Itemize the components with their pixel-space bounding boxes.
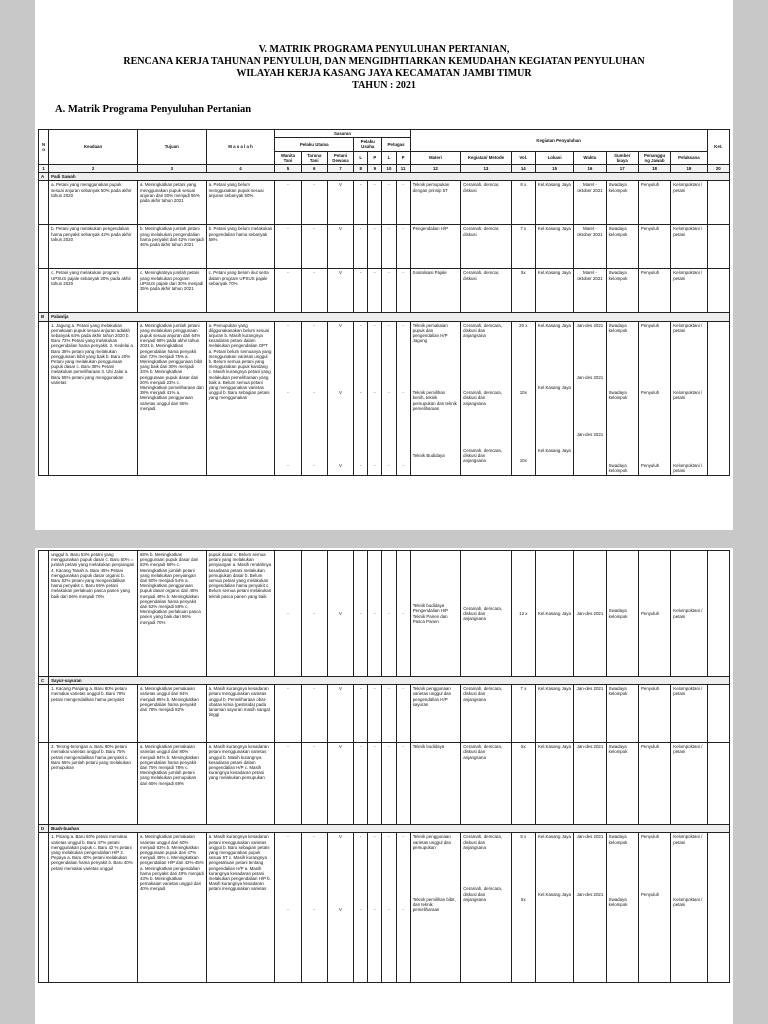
cell-pelaksana: Kelompoktani / petani — [673, 322, 703, 333]
cell-keadaan: 1. Kacang Panjang a. Baru 80% petani memakai varietas unggul b. Baru 78% petani mengendalikan hama penyakit — [49, 685, 138, 743]
cell-penanggung: Penyuluh — [638, 743, 670, 825]
cell-l-usaha: - — [354, 269, 368, 313]
table-row: 1. Jagung a. Petani yang melakukan pemakaian pupuk sesuai anjuran adalah sebanyak 64% pada akhir tahun 2020 b. Baru 72% Petani yang melakukan pengendalian hama penyakit. 2. Kedelai a. Baru 38% petani yang melakukan penggunaan bibit yang baik b. Baru 20% Petani yang melakukan penggunaan pupuk dasar c. Baru 38% Petani melakukan pemeliharaan 3. Ubi Jalar a. Baru 65% petani yang menggunakan varietas a. Meningkatkan jumlah petani yang melakukan penggunaan pupuk sesuai anjuran dari 64% menjadi 68% pada akhir tahun 2021 b. Meningkatkan pengendalian hama penyakit dari 72% menjadi 75% a. Meningkatkan penggunaan bibit yang baik dari 30% menjadi 33% b. Meningkatkan penggunaan pupuk dasar dari 20% menjadi 23% c. Meningkatkan pemeliharaan dari 38% menjadi 41% a. Meningkatkan penggunaan varietas unggul dari 65% menjadi a. Pemupukan yang dilggunakanakan belum sesuai anjuran b. Masih kurangnya kesadaran petani dalam melakukan pengendalian OPT a. Petani belum semuanya yang menggunakan varietas unggul b. Belum semua petani yang menggunakan pupuk kandang c. Masih kurangnya petani yang melakukan pemeliharaan yang baik a. Belum semua petani yang menggunakan varietas unggul b. Baru sebagian petani yang menggunakan - - - - - - V V V - - - - - - - - - - - - Teknik pemakaian pupuk dan pengendalian H/P Jagung Teknik pemilihan benih, teknik pemupukan dan teknik pemeliharaan Teknik Budidaya Ceramah, demcara, diskusi dan anjangsana Ceramah, demcara, diskusi dan anjangsana Ceramah, demcara, diskusi dan anjangsana 20 x 10x 10x Kel.Kasang Jaya Kel.Kasang Jaya Kel.Kasang Jaya Jan-des 2021 Jan-des 2021 Jan-des 2021 Swadaya kelompok Swadaya kelompok Swadaya kelompok Penyuluh Penyuluh Penyuluh Kelompoktani / petani Kelompoktani / petani Kelompoktani / petani — [39, 321, 730, 475]
cell-penanggung: Penyuluh — [638, 551, 670, 677]
cell-metode: Ceramah, demcara, diskusi dan anjangsana — [461, 685, 512, 743]
header-taruna-tani: Taruna Tani — [301, 151, 327, 164]
cell-masalah: a. Masih kurangnya kesadaran petani menggunakan varietas unggul b. Baru sebagian petani yang menggunakan pupuk sesuai 5T c. Masih kurangnya pengetahuan petani tentang pengendalian H/P a. Masih kurangnya kesadaran petani melakukan pengendalian H/P b. Masih kurangnya kesadaran petani menggunakan varietas — [206, 833, 275, 983]
document-page-2 — [35, 548, 733, 1024]
col-num: 10 — [382, 165, 396, 173]
cell-keadaan: c. Petani yang melakukan program UPSUS pajale sebanyak 30% pada akhir tahun 2020 — [49, 269, 138, 313]
header-vol: Vol. — [511, 151, 535, 164]
cell-penanggung: Penyuluh — [638, 685, 670, 743]
header-row-1 — [39, 130, 730, 138]
title-line-4: TAHUN : 2021 — [352, 80, 416, 91]
cell-tujuan: c. Meningkatnya jumlah petani yang melakukan program UPSUS pajale dari 30% menjadi 35% pada akhir tahun 2021 — [137, 269, 206, 313]
group-letter: B — [39, 313, 49, 321]
cell-tujuan: a. Meningkatkan pemakaian varietas unggul dari 60% menjadi 63% b. Meningkatkan penggunaan pupuk dari 47% menjadi 49% c. Meningkatkan pengendalian H/P dari 42%-45% a. Meningkatkan pengendalian hama penyakit dari 40% menjadi 43% b. Meningkatkan pemakaian varietas unggul dari 40% menjadi — [137, 833, 206, 983]
cell-materi: Teknik penggunaan varietas unggul dan pemupukan — [412, 834, 452, 850]
cell-keadaan: unggul b. Baru 53% petani yang menggunakan pupuk dasar c. Baru 50% = jumlah petani yang melakukan penyiangan 4. Kacang Tanah a. Baru 45% Petani menggunakan pupuk dasar organic b. Baru 52% petani yang mengendalikan hama penyakit c. Baru 56% petani melakukan perlakuan pasca panen yang baik dari 56% menjadi 70% — [49, 551, 138, 677]
header-penanggung: Penanggu ng Jawab — [638, 151, 670, 164]
group-row-buah — [39, 825, 730, 833]
cell-sumber: Swadaya kelompok — [608, 896, 628, 908]
cell-lokasi: Kel.Kasang Jaya — [537, 891, 571, 897]
cell-pelaksana: Kelompoktani / petani — [671, 743, 707, 825]
col-num: 12 — [410, 165, 461, 173]
cell-vol: 7 x — [511, 225, 535, 269]
cell-masalah: a. Pemupukan yang dilggunakanakan belum sesuai anjuran b. Masih kurangnya kesadaran petani dalam melakukan pengendalian OPT a. Petani belum semuanya yang menggunakan varietas unggul b. Belum semua petani yang menggunakan pupuk kandang c. Masih kurangnya petani yang melakukan pemeliharaan yang baik a. Belum semua petani yang menggunakan varietas unggul b. Baru sebagian petani yang menggunakan — [206, 321, 275, 475]
cell-vol: 5x — [511, 269, 535, 313]
col-num: 7 — [327, 165, 353, 173]
cell-lokasi: Kel.Kasang Jaya — [535, 551, 573, 677]
col-num: 14 — [511, 165, 535, 173]
cell-waktu: Jan-des 2021 — [574, 551, 606, 677]
column-number-row — [39, 165, 730, 173]
cell-pelaksana: Kelompoktani / petani — [673, 834, 703, 845]
cell-metode: Ceramah, demcara, diskusi dan anjangsana — [461, 743, 512, 825]
cell-lokasi: Kel.Kasang Jaya — [537, 447, 571, 453]
cell-lokasi: Kel.Kasang Jaya — [535, 269, 573, 313]
group-name: Sayur-sayuran — [49, 677, 730, 685]
cell-metode: Ceramah, demcara, diskusi dan anjangsana — [463, 390, 502, 406]
cell-keadaan: b. Petani yang melakukan pengendalian hama penyakit sebanyak 42% pada akhir tahun 2020 — [49, 225, 138, 269]
header-pelaksana: Pelaksana — [671, 151, 707, 164]
cell-lokasi: Kel.Kasang Jaya — [535, 743, 573, 825]
header-pelaku-utama: Pelaku Utama — [275, 138, 354, 151]
cell-pelaksana: Kelompoktani / petani — [673, 896, 703, 908]
cell-sumber: Swadaya kelompok — [606, 181, 638, 225]
cell-materi: Teknik pemakaian pupuk dan pengendalian H/P Jagung — [412, 322, 448, 344]
col-num: 4 — [206, 165, 275, 173]
cell-taruna-tani: - — [301, 225, 327, 269]
cell-p-petugas: - — [396, 269, 410, 313]
col-num: 20 — [707, 165, 729, 173]
cell-waktu: Jan-des 2021 — [576, 431, 604, 437]
cell-penanggung: Penyuluh — [638, 269, 670, 313]
cell-petani-dewasa: V — [327, 225, 353, 269]
header-materi: Materi — [410, 151, 461, 164]
header-ket: Ket. — [707, 130, 729, 165]
header-pelaku-usaha: Pelaku Usaha — [354, 138, 382, 151]
cell-tujuan: a. Meningkatkan pemakaian varietas unggul dari 80% menjadi 84% b. Meningkatkan pengendalian hama penyakit dari 75% menjadi 78% c. Meningkatkan jumlah petani yang melakukan pemupukan dari 65% menjadi 69% — [137, 743, 206, 825]
cell-penanggung: Penyuluh — [638, 225, 670, 269]
cell-lokasi: Kel.Kasang Jaya — [535, 225, 573, 269]
header-sasaran: Sasaran — [275, 130, 410, 138]
cell-taruna-tani: - — [301, 269, 327, 313]
table-row: 1. Kacang Panjang a. Baru 80% petani memakai varietas unggul b. Baru 78% petani mengendalikan hama penyakit a. Meningkatkan pemakaian varietas unggul dari 84% menjadi 85% b. Meningkatkan pengendalian hama penyakit dari 78% menjadi 82% a. Masih kurangnya kesadaran petani menggunakan varietas unggul b. Pemeliharaan obat-obatan kimia (pestisida) pada tanaman sayuran masih sangat tinggi - - V - - - - Teknik penggunaan varietas unggul dan pengendalian H/P sayuran Ceramah, demcara, diskusi dan anjangsana 7 x Kel.Kasang Jaya Jan-des 2021 Swadaya kelompok Penyuluh Kelompoktani / petani — [39, 685, 730, 743]
header-no: N o — [39, 130, 49, 165]
cell-materi: Pengendalian H/P — [410, 225, 461, 269]
cell-metode: Ceramah, demcar, diskusi — [461, 181, 512, 225]
cell-materi: Sosialisasi Pajale — [410, 269, 461, 313]
col-num: 13 — [461, 165, 512, 173]
header-masalah: M a s a l a h — [206, 130, 275, 165]
cell-tujuan: 68% b. Meningkatkan penggunaan pupuk dasar dari 53% menjadi 59% c. Meningkatkan jumlah petani yang melakukan penyiangan dari 50% menjadi 54% a. Meningkatkan penggunaan pupuk dasar organic dari 45% menjadi 48% b. Meningkatkan pengendalian hama penyakit dari 52% menjadi 58% c. Meningkatkan perlakuan pasca panen yang baik dari 56% menjadi 70% — [137, 551, 206, 677]
header-waktu: Waktu — [574, 151, 606, 164]
title-line-2: RENCANA KERJA TAHUNAN PENYULUH, DAN MENGIDHTIARKAN KEMUDAHAN KEGIATAN PENYULUHAN — [123, 56, 645, 67]
cell-tujuan: a. Meningkatkan jumlah petani yang melakukan penggunaan pupuk sesuai anjuran dari 64% menjadi 68% pada akhir tahun 2021 b. Meningkatkan pengendalian hama penyakit dari 72% menjadi 75% a. Meningkatkan penggunaan bibit yang baik dari 30% menjadi 33% b. Meningkatkan penggunaan pupuk dasar dari 20% menjadi 23% c. Meningkatkan pemeliharaan dari 38% menjadi 41% a. Meningkatkan penggunaan varietas unggul dari 65% menjadi — [137, 321, 206, 475]
cell-sumber: Swadaya kelompok — [606, 743, 638, 825]
col-num: 15 — [535, 165, 573, 173]
document-page-1 — [35, 0, 733, 530]
cell-waktu: Maret - oktober 2021 — [574, 269, 606, 313]
cell-metode: Ceramah, demcara, diskusi dan anjangsana — [463, 322, 502, 339]
group-name: Padi Sawah — [49, 173, 730, 181]
header-petugas: Petugas — [382, 138, 410, 151]
cell-metode: Ceramah, demcar, diskusi — [461, 269, 512, 313]
cell-vol: 5x — [521, 896, 526, 902]
cell-metode: Ceramah, demcara, diskusi dan anjangsana — [463, 834, 503, 850]
cell-wanita-tani: - — [275, 269, 301, 313]
cell-pelaksana: Kelompoktani / petani — [671, 181, 707, 225]
group-letter: A — [39, 173, 49, 181]
col-num: 5 — [275, 165, 301, 173]
group-name: Buah-buahan — [49, 825, 730, 833]
cell-masalah: a. Masih kurangnya kesadaran petani menggunakan varietas unggul b. Pemeliharaan obat-obatan kimia (pestisida) pada tanaman sayuran masih sangat tinggi — [206, 685, 275, 743]
col-num: 16 — [574, 165, 606, 173]
cell-waktu: Jan-des 2021 — [576, 834, 604, 840]
table-row — [39, 181, 730, 225]
cell-pelaksana: Kelompoktani / petani — [671, 685, 707, 743]
header-lokasi: Lokasi — [535, 151, 573, 164]
table-row: 2. Terong-terongan a. Baru 80% petani memakai varietas unggul b. Baru 75% petani mengendalikan hama penyakit c. Baru 65% jumlah petani yang melakukan pemupukan a. Meningkatkan pemakaian varietas unggul dari 80% menjadi 84% b. Meningkatkan pengendalian hama penyakit dari 75% menjadi 78% c. Meningkatkan jumlah petani yang melakukan pemupukan dari 65% menjadi 69% a. Masih kurangnya kesadaran petani menggunakan varietas unggul b. Masih kurangnya kesadaran petani dalam pengendalian H/P c. Masih kurangnya kesadaran petani yang melakukan pemupukan - - V - - - - Teknik budidaya Ceramah, demcara, diskusi dan anjangsana 5x Kel.Kasang Jaya Jan-des 2021 Swadaya kelompok Penyuluh Kelompoktani / petani — [39, 743, 730, 825]
cell-sumber: Swadaya kelompok — [606, 225, 638, 269]
matrix-table-page-2 — [38, 550, 730, 983]
cell-waktu: Jan-des 2021 — [576, 322, 604, 328]
cell-keadaan: 1. Pisang a. Baru 60% petani memakai varietas unggul b. Baru 47% petani menggunakan pupuk c. Baru 42 % petani yang melakukan pengendalian H/P 2. Pepaya a. Baru 40% petani melakukan pengendalian hama penyakit b. Baru 40% petani memakai varietas unggul — [49, 833, 138, 983]
table-row: unggul b. Baru 53% petani yang menggunakan pupuk dasar c. Baru 50% = jumlah petani yang melakukan penyiangan 4. Kacang Tanah a. Baru 45% Petani menggunakan pupuk dasar organic b. Baru 52% petani yang mengendalikan hama penyakit c. Baru 56% petani melakukan perlakuan pasca panen yang baik dari 56% menjadi 70% 68% b. Meningkatkan penggunaan pupuk dasar dari 53% menjadi 59% c. Meningkatkan jumlah petani yang melakukan penyiangan dari 50% menjadi 54% a. Meningkatkan penggunaan pupuk dasar organic dari 45% menjadi 48% b. Meningkatkan pengendalian hama penyakit dari 52% menjadi 58% c. Meningkatkan perlakuan pasca panen yang baik dari 56% menjadi 70% pupuk dasar c. Belum semua petani yang melakukan penyiangan a. Masih rendahnya kesadaran petani melakukan pemupukan dasar b. Belum semua petani yang melakukan pengendalian hama penyakit c. Belum semua petani melakukan teknik pasca panen yang baik - - V - - - - Teknik budidaya Pengendalian H/P Teknik Panen dan Pasca Panen Ceramah, demcara, diskusi dan anjangsana 12 x Kel.Kasang Jaya Jan-des 2021 Swadaya kelompok Penyuluh Kelompoktani / petani — [39, 551, 730, 677]
cell-materi: Teknik pemilihan bibit, dan teknik pemeliharaan — [412, 896, 456, 913]
cell-sumber: Swadaya kelompok — [608, 834, 628, 845]
section-heading: A. Matrik Programa Penyuluhan Pertanian — [55, 104, 252, 115]
cell-penanggung: Penyuluh — [640, 390, 660, 396]
table-row — [39, 269, 730, 313]
col-num: 18 — [638, 165, 670, 173]
cell-waktu: Jan-des 2021 — [576, 891, 604, 897]
group-name: Palawija — [49, 313, 730, 321]
cell-pelaksana: Kelompoktani / petani — [671, 551, 707, 677]
col-num: 19 — [671, 165, 707, 173]
title-line-1: V. MATRIK PROGRAMA PENYULUHAN PERTANIAN, — [258, 44, 510, 55]
matrix-table-page-1 — [38, 129, 730, 476]
cell-masalah: a. Masih kurangnya kesadaran petani menggunakan varietas unggul b. Masih kurangnya kesadaran petani dalam pengendalian H/P c. Masih kurangnya kesadaran petani yang melakukan pemupukan — [206, 743, 275, 825]
cell-vol: 10x — [519, 390, 527, 396]
cell-waktu: Jan-des 2021 — [574, 743, 606, 825]
cell-lokasi: Kel.Kasang Jaya — [537, 834, 571, 840]
cell-wanita-tani: - — [275, 225, 301, 269]
header-tujuan: Tujuan — [137, 130, 206, 165]
cell-waktu: Jan-des 2021 — [574, 685, 606, 743]
cell-taruna-tani: - — [301, 181, 327, 225]
cell-p-usaha: - — [368, 225, 382, 269]
cell-tujuan: b. Meningkatkan jumlah petani yang melakukan pengendalian hama penyakit dari 42% menjadi 46% pada akhir tahun 2021 — [137, 225, 206, 269]
col-num: 1 — [39, 165, 49, 173]
cell-sumber: Swadaya kelompok — [606, 685, 638, 743]
cell-waktu: Jan-des 2021 — [576, 374, 604, 380]
col-num: 8 — [354, 165, 368, 173]
col-num: 3 — [137, 165, 206, 173]
cell-waktu: Maret - oktober 2021 — [574, 181, 606, 225]
cell-l-usaha: - — [354, 225, 368, 269]
header-metode: Kegiatan/ Metode — [461, 151, 512, 164]
cell-keadaan: 2. Terong-terongan a. Baru 80% petani memakai varietas unggul b. Baru 75% petani mengendalikan hama penyakit c. Baru 65% jumlah petani yang melakukan pemupukan — [49, 743, 138, 825]
cell-materi: Teknik Budidaya — [412, 452, 445, 458]
group-letter: C — [39, 677, 49, 685]
cell-keadaan: 1. Jagung a. Petani yang melakukan pemakaian pupuk sesuai anjuran adalah sebanyak 64% pada akhir tahun 2020 b. Baru 72% Petani yang melakukan pengendalian hama penyakit. 2. Kedelai a. Baru 38% petani yang melakukan penggunaan bibit yang baik b. Baru 20% Petani yang melakukan penggunaan pupuk dasar c. Baru 38% Petani melakukan pemeliharaan 3. Ubi Jalar a. Baru 65% petani yang menggunakan varietas — [49, 321, 138, 475]
cell-vol: 20 x — [519, 322, 528, 328]
cell-p-petugas: - — [396, 225, 410, 269]
cell-p-usaha: - — [368, 269, 382, 313]
cell-l-petugas: - — [382, 225, 396, 269]
cell-vol: 10x — [519, 457, 527, 463]
cell-p-petugas: - — [396, 181, 410, 225]
cell-l-petugas: - — [382, 181, 396, 225]
cell-materi: Teknik pemilihan benih, teknik pemupukan dan teknik pemeliharaan — [412, 390, 457, 411]
document-title — [35, 0, 733, 92]
cell-metode: Ceramah, demcara, diskusi dan anjangsana — [461, 551, 512, 677]
cell-pelaksana: Kelompoktani / petani — [673, 390, 703, 401]
cell-pelaksana: Kelompoktani / petani — [671, 225, 707, 269]
cell-tujuan: a. Meningkatkan petani yang menggunakan pupuk sesuai anjuran dari 50% menjadi 56% pada akhir tahun 2021 — [137, 181, 206, 225]
header-p-petugas: P — [396, 151, 410, 164]
header-petani-dewasa: Petani Dewasa — [327, 151, 353, 164]
col-num: 9 — [368, 165, 382, 173]
cell-penanggung: Penyuluh — [640, 463, 660, 469]
col-num: 2 — [49, 165, 138, 173]
cell-wanita-tani: - — [275, 181, 301, 225]
group-row-sayur — [39, 677, 730, 685]
cell-materi: Teknik penggunaan varietas unggul dan pengendalian H/P sayuran — [410, 685, 461, 743]
title-line-3: WILAYAH KERJA KASANG JAYA KECAMATAN JAMBI TIMUR — [236, 68, 532, 79]
header-l-usaha: L — [354, 151, 368, 164]
cell-lokasi: Kel.Kasang Jaya — [537, 322, 571, 328]
cell-penanggung: Penyuluh — [640, 834, 660, 840]
cell-l-petugas: - — [382, 269, 396, 313]
cell-sumber: Swadaya kelompok — [608, 390, 628, 401]
cell-sumber: Swadaya kelompok — [608, 322, 628, 333]
cell-pelaksana: Kelompoktani / petani — [673, 463, 703, 474]
header-kegiatan: Kegiatan Penyuluhan — [410, 130, 707, 152]
table-row: 1. Pisang a. Baru 60% petani memakai varietas unggul b. Baru 47% petani menggunakan pupuk c. Baru 42 % petani yang melakukan pengendalian H/P 2. Pepaya a. Baru 40% petani melakukan pengendalian hama penyakit b. Baru 40% petani memakai varietas unggul a. Meningkatkan pemakaian varietas unggul dari 60% menjadi 63% b. Meningkatkan penggunaan pupuk dari 47% menjadi 49% c. Meningkatkan pengendalian H/P dari 42%-45% a. Meningkatkan pengendalian hama penyakit dari 40% menjadi 43% b. Meningkatkan pemakaian varietas unggul dari 40% menjadi a. Masih kurangnya kesadaran petani menggunakan varietas unggul b. Baru sebagian petani yang menggunakan pupuk sesuai 5T c. Masih kurangnya pengetahuan petani tentang pengendalian H/P a. Masih kurangnya kesadaran petani melakukan pengendalian H/P b. Masih kurangnya kesadaran petani menggunakan varietas - - - - V V - - - - - - - - Teknik penggunaan varietas unggul dan pemupukan Teknik pemilihan bibit, dan teknik pemeliharaan Ceramah, demcara, diskusi dan anjangsana Ceramah, demcara, diskusi dan anjangsana 5 x 5x Kel.Kasang Jaya Kel.Kasang Jaya Jan-des 2021 Jan-des 2021 Swadaya kelompok Swadaya kelompok Penyuluh Penyuluh Kelompoktani / petani Kelompoktani / petani — [39, 833, 730, 983]
cell-vol: 5x — [511, 743, 535, 825]
header-l-petugas: L — [382, 151, 396, 164]
cell-waktu: Maret - oktober 2021 — [574, 225, 606, 269]
cell-metode: Ceramah, demcara, diskusi dan anjangsana — [463, 886, 503, 902]
cell-p-usaha: - — [368, 181, 382, 225]
cell-petani-dewasa: V — [327, 269, 353, 313]
header-keadaan: Keadaan — [49, 130, 138, 165]
cell-sumber: Swadaya kelompok — [608, 463, 628, 474]
col-num: 17 — [606, 165, 638, 173]
cell-masalah: c. Petani yang belum ikut serta dalam program UPSUS pajale sebanyak 70% — [206, 269, 275, 313]
cell-metode: Ceramah, demcara, diskusi dan anjangsana — [463, 447, 502, 463]
cell-vol: 7 x — [511, 685, 535, 743]
cell-vol: 5 x — [520, 834, 527, 840]
cell-l-usaha: - — [354, 181, 368, 225]
group-row-padi-sawah — [39, 173, 730, 181]
cell-pelaksana: Kelompoktani / petani — [671, 269, 707, 313]
group-row-palawija — [39, 313, 730, 321]
cell-penanggung: Penyuluh — [640, 891, 660, 897]
col-num: 6 — [301, 165, 327, 173]
cell-materi: Teknik pemupukan dengan prinsip 5T — [410, 181, 461, 225]
cell-penanggung: Penyuluh — [638, 181, 670, 225]
cell-keadaan: a. Petani yang menggunakan pupuk sesuai anjuran sebanyak 50% pada akhir tahun 2020 — [49, 181, 138, 225]
group-letter: D — [39, 825, 49, 833]
cell-lokasi: Kel.Kasang Jaya — [535, 181, 573, 225]
cell-petani-dewasa: V — [327, 181, 353, 225]
cell-penanggung: Penyuluh — [640, 322, 660, 328]
cell-masalah: pupuk dasar c. Belum semua petani yang melakukan penyiangan a. Masih rendahnya kesadaran petani melakukan pemupukan dasar b. Belum semua petani yang melakukan pengendalian hama penyakit c. Belum semua petani melakukan teknik pasca panen yang baik — [206, 551, 275, 677]
cell-sumber: Swadaya kelompok — [606, 269, 638, 313]
header-wanita-tani: Wanita Tani — [275, 151, 301, 164]
cell-vol: 12 x — [511, 551, 535, 677]
table-row — [39, 225, 730, 269]
cell-metode: Ceramah, demcar, diskusi — [461, 225, 512, 269]
col-num: 11 — [396, 165, 410, 173]
header-sumber: Sumber biaya — [606, 151, 638, 164]
cell-tujuan: a. Meningkatkan pemakaian varietas unggul dari 84% menjadi 85% b. Meningkatkan pengendalian hama penyakit dari 78% menjadi 82% — [137, 685, 206, 743]
cell-materi: Teknik budidaya — [410, 743, 461, 825]
cell-materi: Teknik budidaya Pengendalian H/P Teknik Panen dan Pasca Panen — [410, 551, 461, 677]
cell-vol: 8 x — [511, 181, 535, 225]
cell-sumber: Swadaya kelompok — [606, 551, 638, 677]
cell-lokasi: Kel.Kasang Jaya — [535, 685, 573, 743]
header-p-usaha: P — [368, 151, 382, 164]
cell-lokasi: Kel.Kasang Jaya — [537, 385, 571, 391]
cell-masalah: a. Petani yang belum menggunakan pupuk sesuai anjuran sebanyak 50% — [206, 181, 275, 225]
cell-masalah: b. Petani yang belum melakukan pengendalian hama sebanyak 58% — [206, 225, 275, 269]
